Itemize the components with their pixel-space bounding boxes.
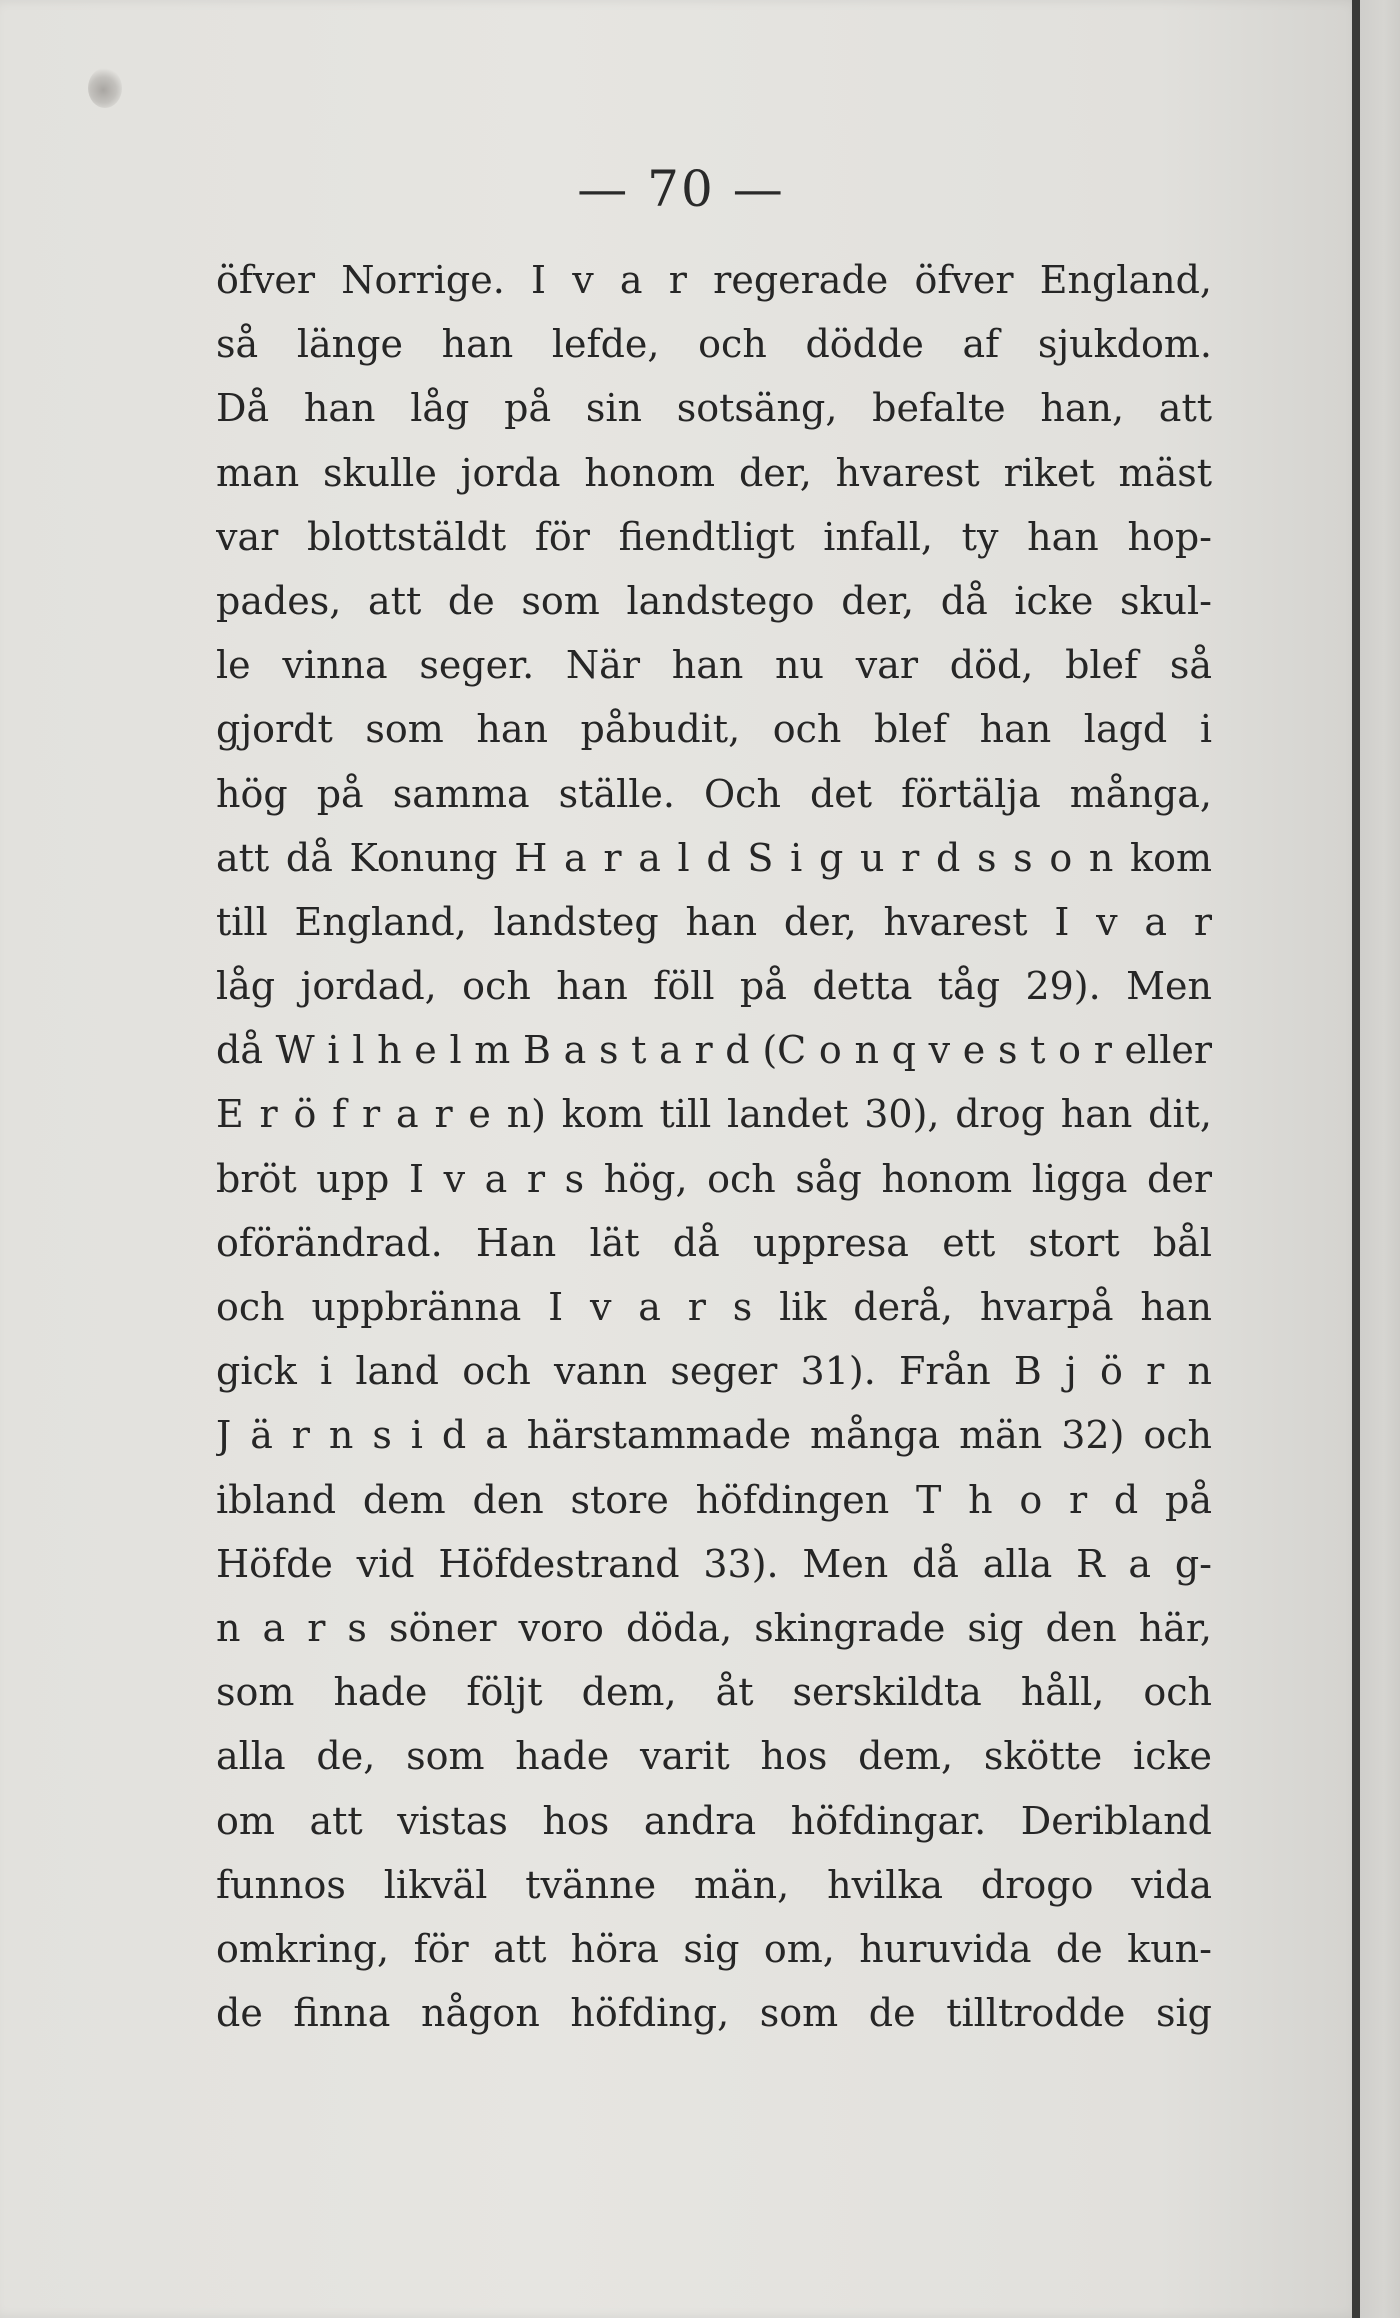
text-line: att då Konung H a r a l d S i g u r d s s o n kom xyxy=(216,835,1212,880)
page-number-header: — 70 — xyxy=(577,160,785,218)
text-line: till England, landsteg han der, hvarest I v a r xyxy=(216,899,1212,944)
text-line: pades, att de som landstego der, då icke skul- xyxy=(216,578,1212,623)
text-line: ibland dem den store höfdingen T h o r d på xyxy=(216,1477,1212,1522)
text-line: hög på samma ställe. Och det förtälja många, xyxy=(216,771,1212,816)
text-line: Höfde vid Höfdestrand 33). Men då alla R a g- xyxy=(216,1541,1212,1586)
page-edge-shadow xyxy=(1352,0,1360,2318)
text-line: gjordt som han påbudit, och blef han lagd i xyxy=(216,707,1212,752)
text-line: oförändrad. Han lät då uppresa ett stort bål xyxy=(216,1220,1212,1265)
text-line: då W i l h e l m B a s t a r d (C o n q v e s t o r eller xyxy=(216,1028,1212,1073)
text-line: som hade följt dem, åt serskildta håll, och xyxy=(216,1670,1212,1715)
text-line: var blottstäldt för fiendtligt infall, ty han hop- xyxy=(216,514,1212,559)
text-line: n a r s söner voro döda, skingrade sig den här, xyxy=(216,1605,1212,1650)
text-line: så länge han lefde, och dödde af sjukdom. xyxy=(216,322,1212,367)
text-line: och uppbränna I v a r s lik derå, hvarpå han xyxy=(216,1285,1212,1329)
paper-stain xyxy=(88,68,122,108)
text-line: funnos likväl tvänne män, hvilka drogo vida xyxy=(216,1862,1212,1907)
text-line: öfver Norrige. I v a r regerade öfver England, xyxy=(216,258,1212,302)
text-line: man skulle jorda honom der, hvarest riket mäst xyxy=(216,450,1212,495)
text-line: om att vistas hos andra höfdingar. Deribland xyxy=(216,1798,1212,1843)
text-line: alla de, som hade varit hos dem, skötte icke xyxy=(216,1734,1212,1779)
text-line: Då han låg på sin sotsäng, befalte han, att xyxy=(216,386,1212,431)
body-text xyxy=(216,248,1212,2045)
text-line: le vinna seger. När han nu var död, blef så xyxy=(216,643,1212,688)
text-line: låg jordad, och han föll på detta tåg 29). Men xyxy=(216,964,1212,1009)
text-line: omkring, för att höra sig om, huruvida de kun- xyxy=(216,1926,1212,1971)
text-line: J ä r n s i d a härstammade många män 32) och xyxy=(216,1413,1212,1458)
text-line: bröt upp I v a r s hög, och såg honom ligga der xyxy=(216,1156,1212,1201)
text-line: E r ö f r a r e n) kom till landet 30), drog han dit, xyxy=(216,1092,1212,1137)
text-line: gick i land och vann seger 31). Från B j ö r n xyxy=(216,1349,1212,1394)
next-page-edge xyxy=(1360,0,1400,2318)
text-line: de finna någon höfding, som de tilltrodde sig xyxy=(216,1991,1212,2036)
